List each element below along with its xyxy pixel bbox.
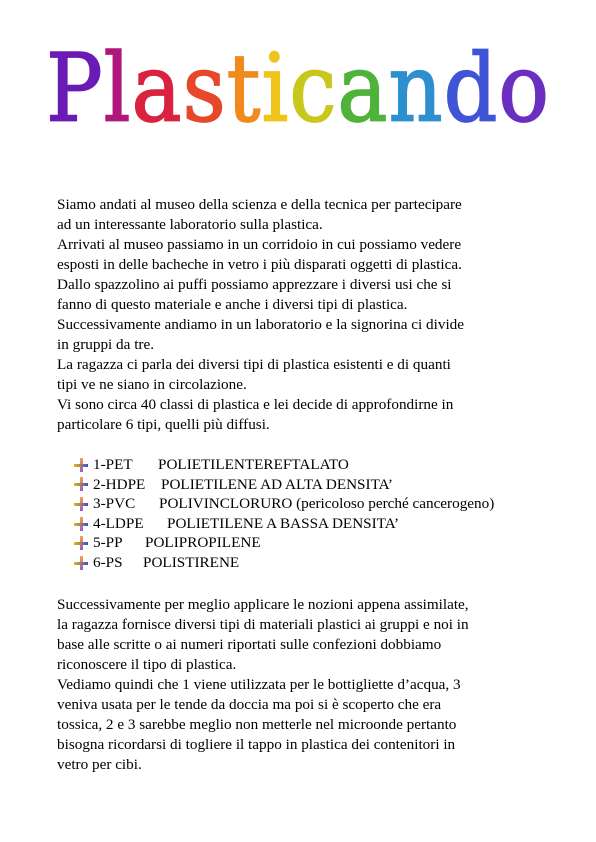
text-line: Vediamo quindi che 1 viene utilizzata per le bottigliette d’acqua, 3 [57, 676, 461, 693]
text-line: Dallo spazzolino ai puffi possiamo apprezzare i diversi usi che si [57, 276, 452, 293]
plastic-code: 1-PET [93, 456, 133, 473]
colored-cross-icon [74, 497, 88, 511]
plastic-name: POLISTIRENE [143, 553, 240, 571]
text-line: veniva usata per le tende da doccia ma poi si è scoperto che era [57, 696, 442, 713]
plastic-name: POLIETILENTEREFTALATO [158, 456, 349, 473]
text-line: bisogna ricordarsi di togliere il tappo in plastica dei contenitori in [57, 736, 456, 753]
plastic-name: POLIETILENE AD ALTA DENSITA’ [161, 475, 393, 493]
list-item [74, 533, 574, 553]
text-line: base alle scritte o ai numeri riportati sulle confezioni dobbiamo [57, 636, 442, 653]
list-item [74, 553, 574, 573]
list-item [74, 494, 574, 514]
list-item [74, 455, 574, 475]
plastic-code: 3-PVC [93, 495, 136, 513]
text-line: riconoscere il tipo di plastica. [57, 656, 237, 673]
colored-cross-icon [74, 556, 88, 570]
title-letter: s [182, 33, 227, 143]
plastic-name: POLIETILENE A BASSA DENSITA’ [167, 514, 400, 532]
text-line: La ragazza ci parla dei diversi tipi di plastica esistenti e di quanti [57, 356, 451, 373]
plastic-name: POLIPROPILENE [145, 534, 261, 552]
list-item [74, 514, 574, 534]
title-letter: o [498, 33, 550, 143]
title-area [0, 33, 596, 143]
text-line: Successivamente per meglio applicare le nozioni appena assimilate, [57, 596, 469, 613]
title-letter: P [46, 33, 104, 143]
title-letter: c [289, 33, 338, 143]
text-line: Successivamente andiamo in un laboratorio e la signorina ci divide [57, 316, 464, 333]
title-letter: i [261, 33, 290, 143]
title-letter: l [103, 33, 132, 143]
title-letter: d [443, 33, 499, 143]
title-letter: n [388, 33, 444, 143]
plastic-code: 2-HDPE [93, 475, 146, 493]
plastic-types-list [74, 455, 574, 573]
title-letter: a [131, 33, 183, 143]
plastic-name: POLIVINCLORURO (pericoloso perché cancerogeno) [159, 495, 495, 513]
text-line: esposti in delle bacheche in vetro i più disparati oggetti di plastica. [57, 256, 462, 273]
text-line: Arrivati al museo passiamo in un corridoio in cui possiamo vedere [57, 236, 462, 253]
plastic-code: 4-LDPE [93, 514, 144, 532]
list-item [74, 475, 574, 495]
text-line: ad un interessante laboratorio sulla plastica. [57, 216, 323, 233]
colored-cross-icon [74, 517, 88, 531]
text-line: tossica, 2 e 3 sarebbe meglio non metterle nel microonde pertanto [57, 716, 457, 733]
text-line: vetro per cibi. [57, 756, 142, 773]
plastic-code: 5-PP [93, 534, 123, 552]
colored-cross-icon [74, 536, 88, 550]
text-line: particolare 6 tipi, quelli più diffusi. [57, 416, 270, 433]
intro-paragraph [57, 195, 547, 435]
title-letter: a [337, 33, 389, 143]
text-line: la ragazza fornisce diversi tipi di materiali plastici ai gruppi e noi in [57, 616, 469, 633]
colored-cross-icon [74, 458, 88, 472]
colored-cross-icon [74, 477, 88, 491]
outro-paragraph [57, 595, 547, 775]
text-line: Vi sono circa 40 classi di plastica e lei decide di approfondirne in [57, 396, 454, 413]
page-title [46, 32, 550, 144]
plastic-code: 6-PS [93, 553, 123, 571]
text-line: in gruppi da tre. [57, 336, 155, 353]
title-letter: t [226, 33, 262, 143]
text-line: fanno di questo materiale e anche i diversi tipi di plastica. [57, 296, 408, 313]
text-line: Siamo andati al museo della scienza e della tecnica per partecipare [57, 196, 462, 213]
text-line: tipi ve ne siano in circolazione. [57, 376, 247, 393]
